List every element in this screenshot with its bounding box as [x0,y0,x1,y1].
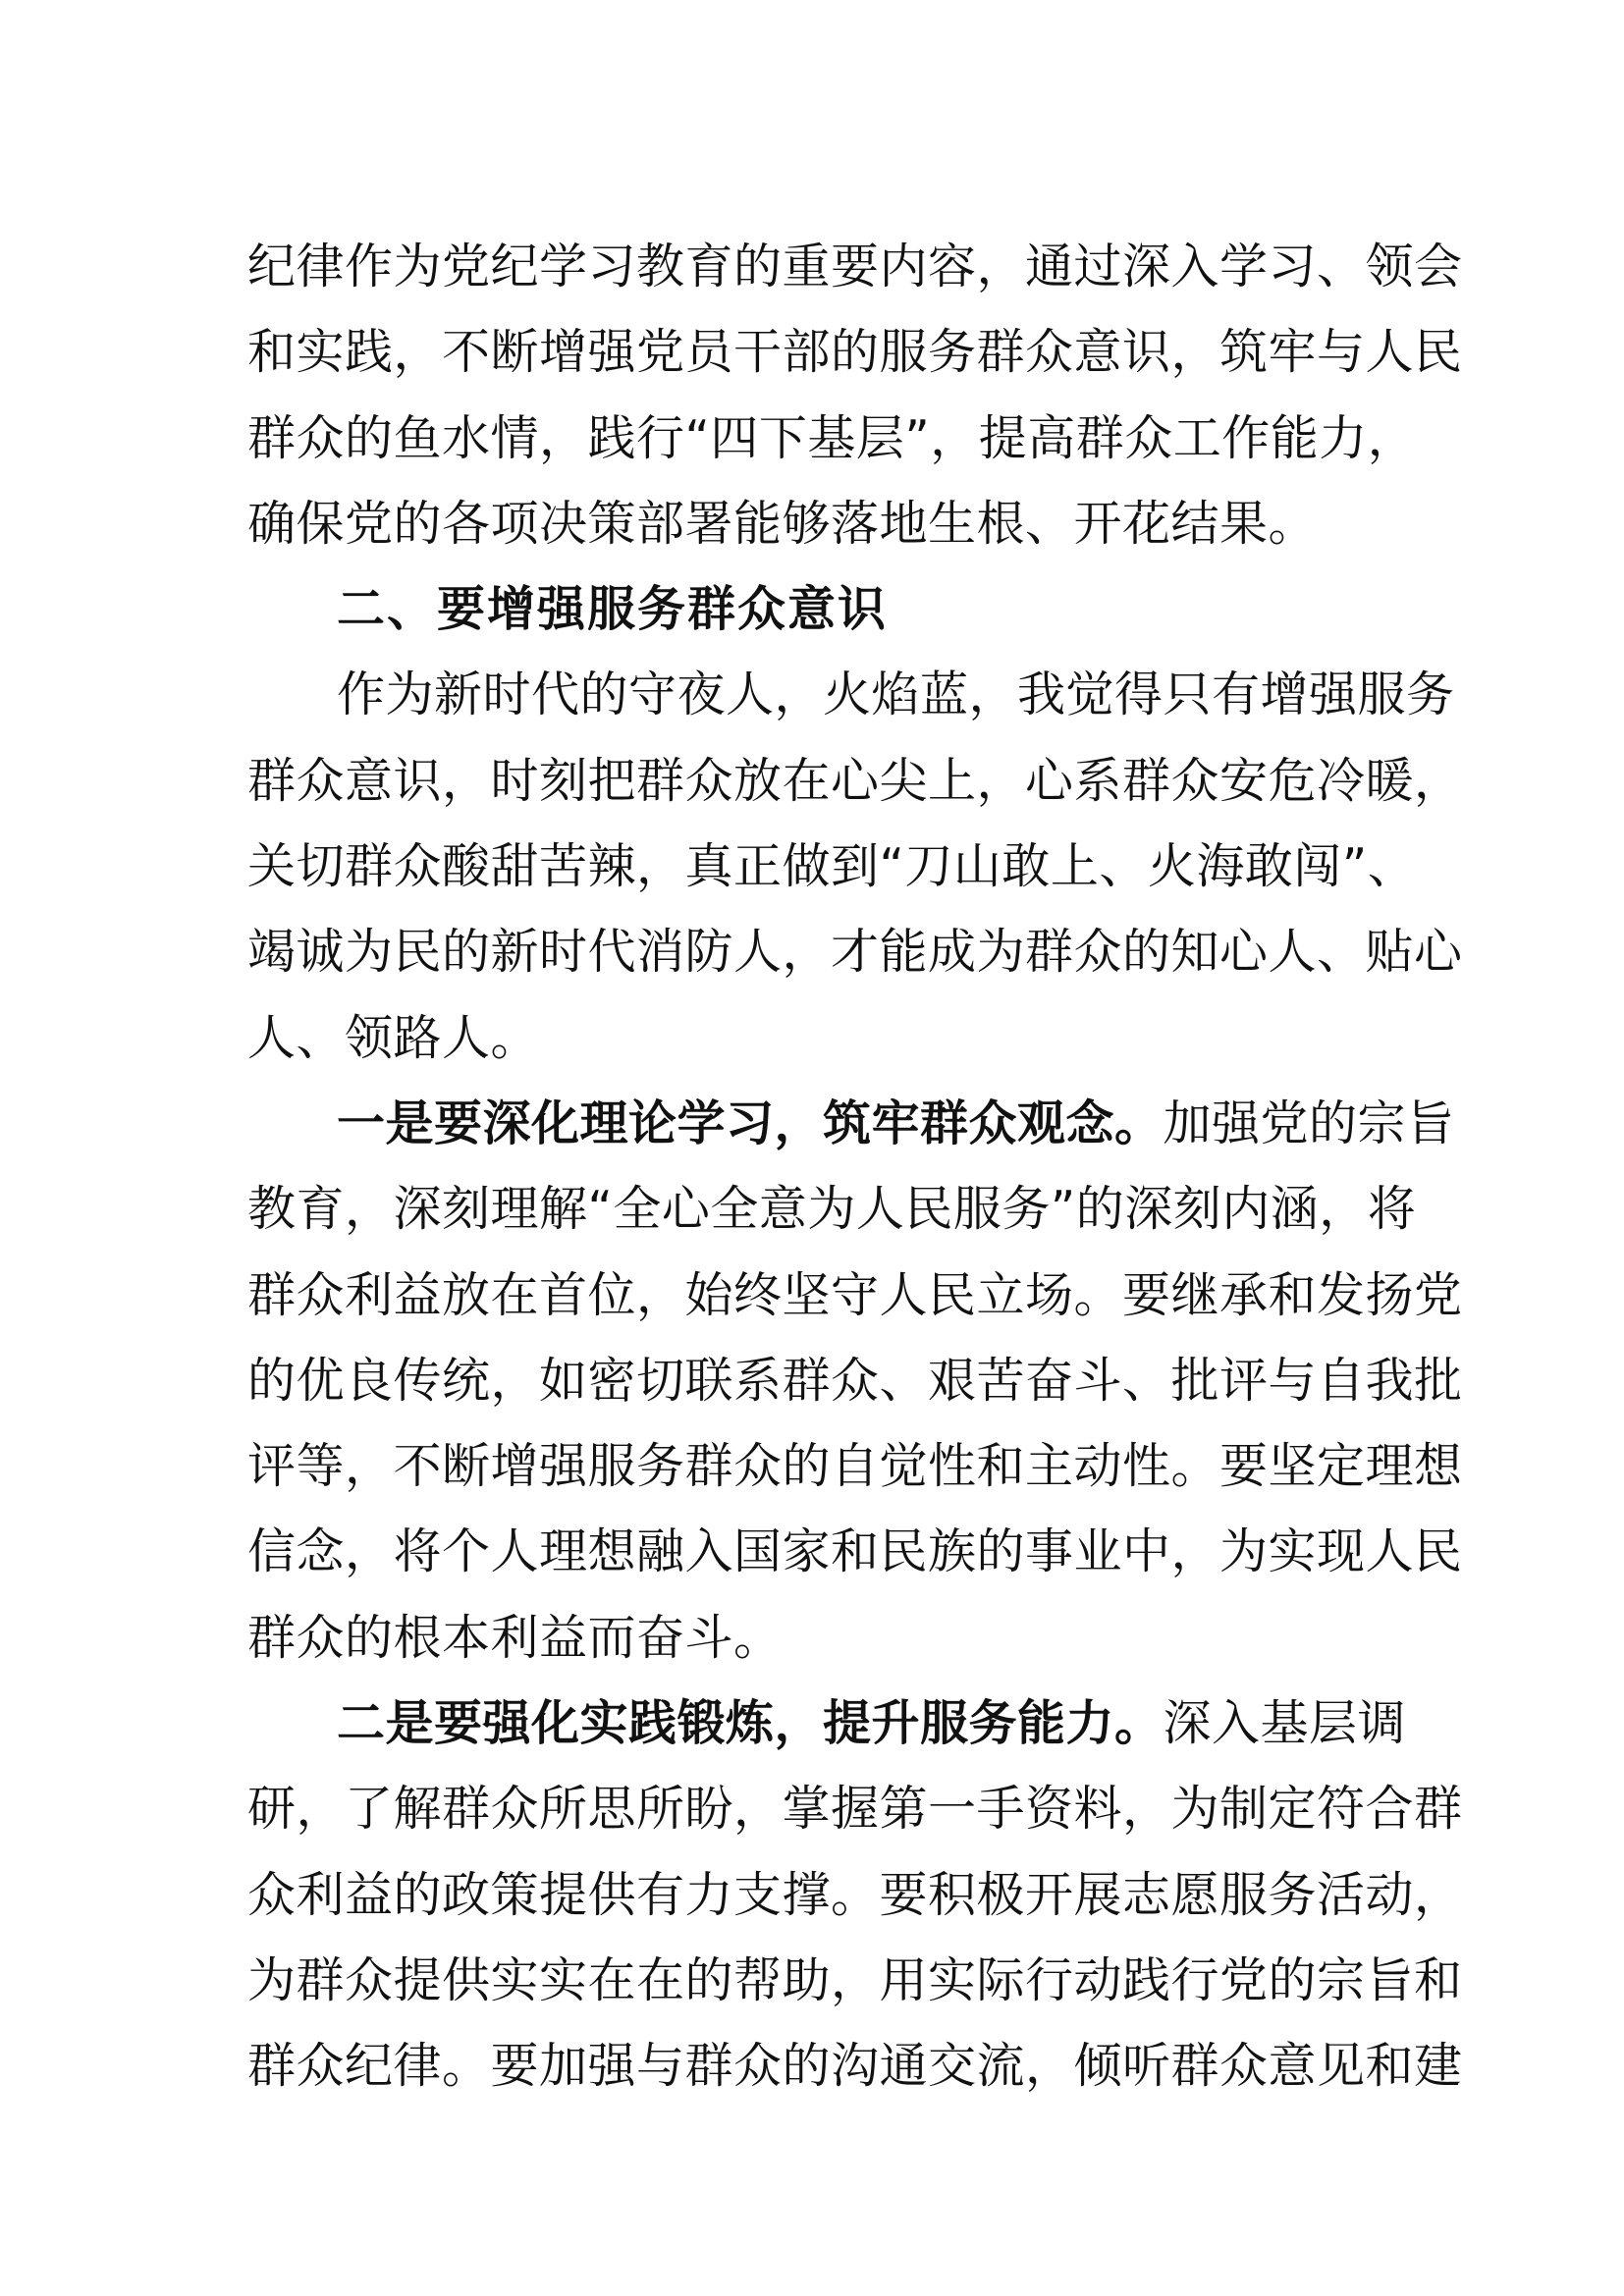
text-line: 人、领路人。 [247,1009,540,1066]
text-line: 群众意识，时刻把群众放在心尖上，心系群众安危冷暖， [247,752,1463,809]
text-line: 纪律作为党纪学习教育的重要内容，通过深入学习、领会 [247,239,1463,294]
text-line: 信念，将个人理想融入国家和民族的事业中，为实现人民 [247,1523,1463,1580]
paragraph-lead-line [247,1081,1455,1166]
text-line: 关切群众酸甜苦辣，真正做到“刀山敢上、火海敢闯”、 [247,838,1417,895]
document-page [247,224,1463,2109]
text-run: 深入基层调 [1163,1695,1407,1752]
text-line: 确保党的各项决策部署能够落地生根、开花结果。 [247,495,1318,552]
text-line: 为群众提供实实在在的帮助，用实际行动践行党的宗旨和 [247,1951,1463,2008]
text-line: 群众的根本利益而奋斗。 [247,1609,783,1666]
text-line: 众利益的政策提供有力支撑。要积极开展志愿服务活动， [247,1866,1463,1923]
bold-lead: 二是要强化实践锻炼，提升服务能力。 [337,1695,1164,1752]
text-line: 群众纪律。要加强与群众的沟通交流，倾听群众意见和建 [247,2038,1463,2095]
text-line: 作为新时代的守夜人，火焰蓝，我觉得只有增强服务 [337,667,1455,723]
text-line: 的优良传统，如密切联系群众、艰苦奋斗、批评与自我批 [247,1352,1463,1409]
text-line: 研，了解群众所思所盼，掌握第一手资料，为制定符合群 [247,1781,1463,1838]
bold-lead: 一是要深化理论学习，筑牢群众观念。 [337,1095,1164,1151]
text-line: 竭诚为民的新时代消防人，才能成为群众的知心人、贴心 [247,924,1463,981]
text-line: 群众的鱼水情，践行“四下基层”，提高群众工作能力， [247,409,1417,466]
text-line: 教育，深刻理解“全心全意为人民服务”的深刻内涵，将 [247,1181,1417,1238]
paragraph-lead-line [247,1681,1407,1766]
text-line: 群众利益放在首位，始终坚守人民立场。要继承和发扬党 [247,1266,1463,1323]
text-line: 评等，不断增强服务群众的自觉性和主动性。要坚定理想 [247,1438,1463,1495]
section-heading: 二、要增强服务群众意识 [337,581,889,638]
text-run: 加强党的宗旨 [1163,1095,1455,1151]
text-line: 和实践，不断增强党员干部的服务群众意识，筑牢与人民 [247,324,1463,381]
